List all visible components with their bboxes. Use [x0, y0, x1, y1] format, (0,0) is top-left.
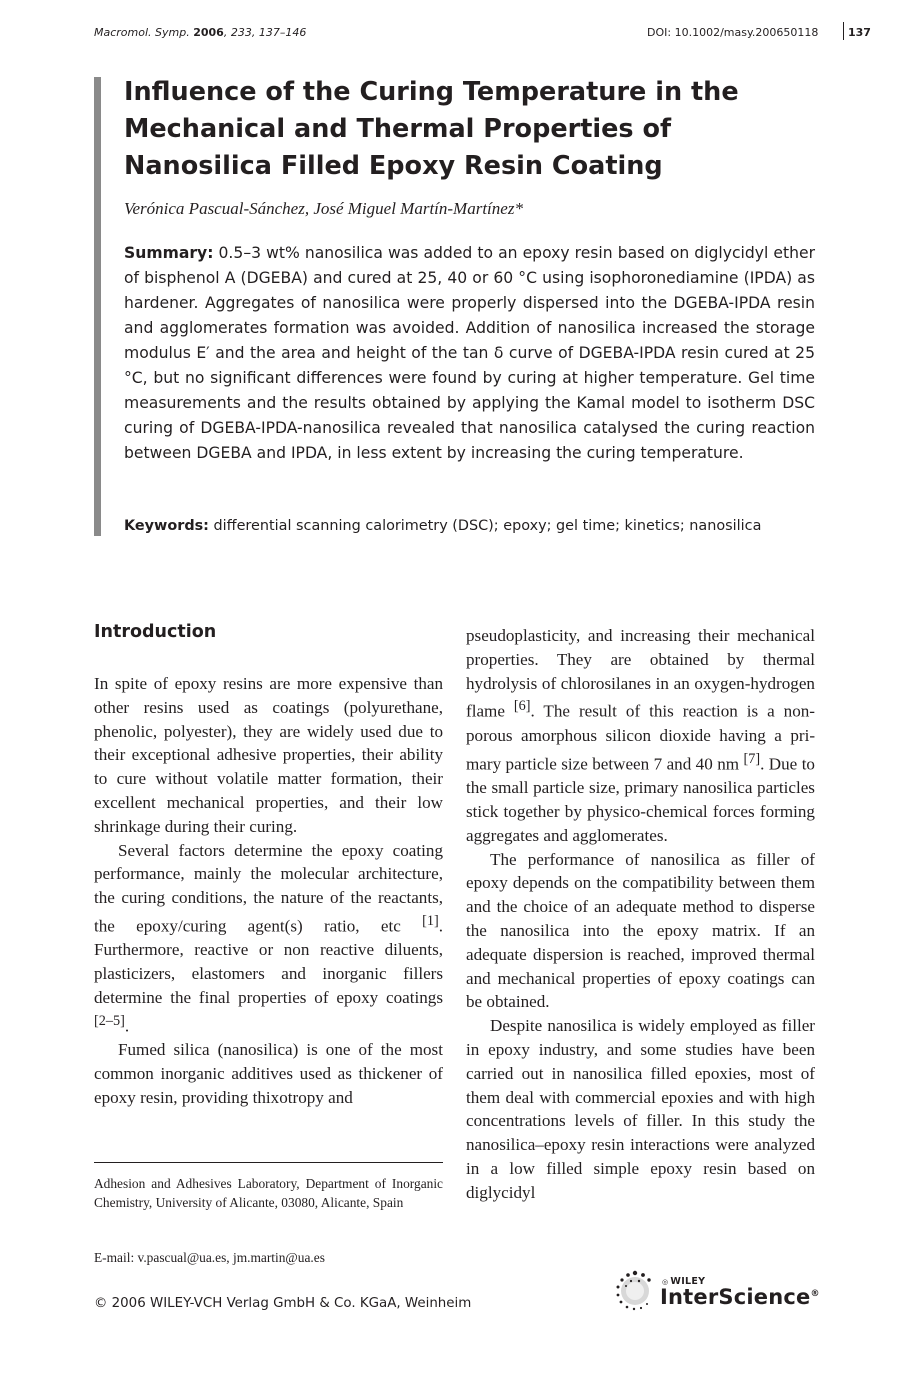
page-number: 137 — [848, 26, 871, 39]
affiliation-footnote: Adhesion and Adhesives Laboratory, Department of Inorganic Chemistry, University of Alicante, 03080, Alicante, Spain — [94, 1176, 443, 1210]
wiley-interscience-logo — [612, 1268, 822, 1314]
abstract-side-bar — [94, 77, 101, 536]
journal-volume-pages: , 233, 137–146 — [223, 26, 307, 39]
paragraph-1: In spite of epoxy resins are more expensive than other resins used as coatings (polyurethane, phenolic, polyester), they are widely used due to their exceptional adhesive properties, their ability to cure without volatile matter formation, their excellent mechanical properties, and their low shrinkage during their curing. — [94, 674, 443, 836]
section-heading-introduction: Introduction — [94, 622, 217, 642]
paragraph-2-text-b: . Furthermore, reactive or non reactive diluents, plasticizers, elastomers and inorganic fillers determine the final properties of epoxy coatings — [94, 916, 443, 1008]
wiley-emblem-icon: ◎ — [662, 1278, 669, 1286]
copyright: © 2006 WILEY-VCH Verlag GmbH & Co. KGaA, Weinheim — [94, 1296, 472, 1311]
paragraph-4: The performance of nanosilica as filler of epoxy depends on the compatibility between them and the choice of an adequate method to disperse the nanosilica into the epoxy matrix. If an adequate dispersion is reached, improved thermal and mechanical properties of epoxy coatings can be obtained. — [466, 849, 815, 1012]
doi: DOI: 10.1002/masy.200650118 — [647, 26, 819, 39]
citation-ref[interactable]: [7] — [743, 750, 761, 767]
paper-title: Influence of the Curing Temperature in the Mechanical and Thermal Properties of Nanosilica Filled Epoxy Resin Coating — [124, 77, 739, 181]
footnote-rule — [94, 1162, 443, 1163]
paragraph-2-text-c: . — [124, 1016, 130, 1036]
citation-ref[interactable]: [6] — [513, 698, 531, 715]
summary-text: 0.5–3 wt% nanosilica was added to an epoxy resin based on diglycidyl ether of bisphenol A (DGEBA) and cured at 25, 40 or 60 °C using isophoronediamine (IPDA) as hardener. Aggregates of nanosilica were properly dispersed into the DGEBA-IPDA resin and agglomerates formation was avoided. Addition of nanosilica increased the storage modulus E′ and the area and height of the tan δ curve of DGEBA-IPDA resin cured at 25 °C, but no significant differences were found by curing at higher temperature. Gel time measurements and the results obtained by applying the Kamal model to isotherm DSC curing of DGEBA-IPDA-nanosilica revealed that nanosilica catalysed the curing reaction between DGEBA and IPDA, in less extent by increasing the curing temperature. — [124, 244, 815, 462]
registered-mark: ® — [810, 1289, 820, 1299]
left-column — [94, 672, 443, 1110]
citation-ref[interactable]: [2–5] — [94, 1012, 125, 1029]
logo-interscience-text: InterScience® — [660, 1285, 820, 1309]
paragraph-3: Fumed silica (nanosilica) is one of the most common inorganic additives used as thickener of epoxy resin, providing thixotropy and — [94, 1040, 443, 1107]
summary — [124, 241, 815, 466]
citation-ref[interactable]: [1] — [422, 912, 439, 929]
email-footnote: E-mail: v.pascual@ua.es, jm.martin@ua.es — [94, 1250, 325, 1265]
interscience-swirl-icon — [612, 1268, 658, 1314]
keywords — [124, 515, 815, 537]
logo-wiley-text: ◎ WILEY — [662, 1276, 706, 1287]
header-divider — [843, 22, 844, 40]
right-column — [466, 624, 815, 1205]
running-header — [94, 26, 871, 42]
journal-year: 2006 — [193, 26, 224, 39]
paragraph-5: Despite nanosilica is widely employed as filler in epoxy industry, and some studies have been carried out in nanosilica filled epoxies, most of them deal with commercial epoxies and with high concentrations levels of filler. In this study the nanosilica–epoxy resin interactions were analyzed in a low filled simple epoxy resin based on diglycidyl — [466, 1016, 815, 1202]
journal-citation — [94, 26, 306, 39]
keywords-label: Keywords: — [124, 518, 209, 534]
paragraph-2-text-a: Several factors determine the epoxy coating performance, mainly the molecular architecture, the curing conditions, the nature of the reactants, the epoxy/curing agent(s) ratio, etc — [94, 840, 443, 936]
journal-name: Macromol. Symp. — [94, 26, 190, 39]
authors: Verónica Pascual-Sánchez, José Miguel Martín-Martínez* — [124, 199, 523, 218]
paragraph-3-continued: pseudoplasticity, and increasing their mechanical properties. They are obtained by thermal hydrolysis of chlorosilanes in an oxygen-hydrogen flame [6]. The result of this reaction is a non-porous amorphous silicon dioxide having a primary particle size between 7 and 40 nm [7]. Due to the small particle size, primary nanosilica particles stick together by physico-chemical forces forming aggregates and agglomerates. — [466, 626, 816, 845]
summary-label: Summary: — [124, 244, 214, 262]
paragraph-2 — [94, 839, 443, 1039]
keywords-text: differential scanning calorimetry (DSC); epoxy; gel time; kinetics; nanosilica — [213, 518, 762, 534]
